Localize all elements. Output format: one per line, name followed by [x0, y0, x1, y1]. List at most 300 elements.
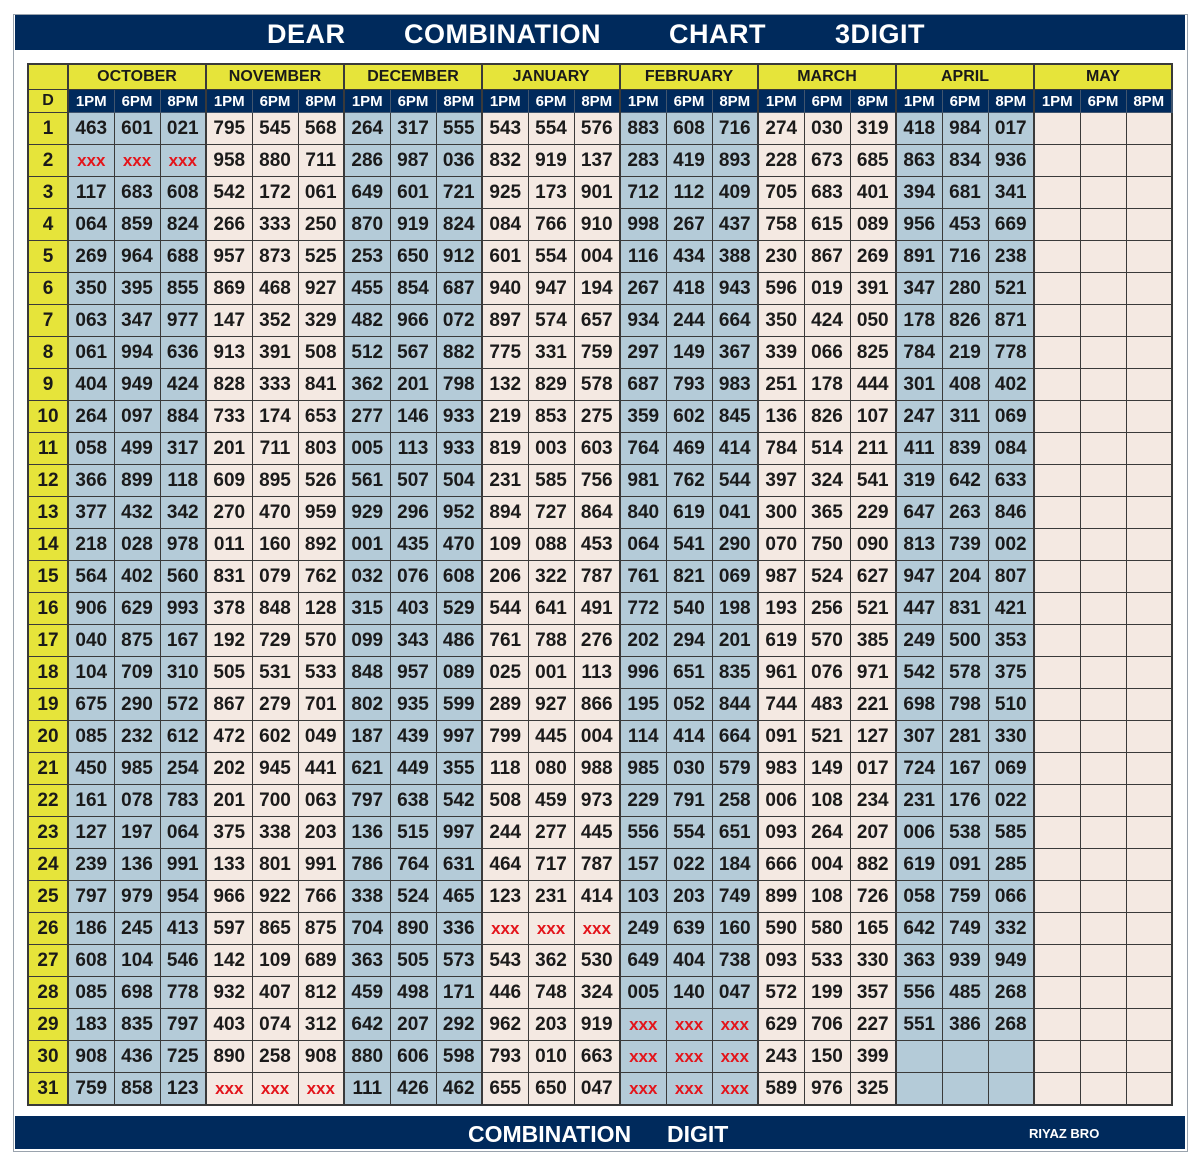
result-cell: 245	[114, 913, 160, 945]
result-cell: 568	[298, 113, 344, 145]
result-cell	[1080, 753, 1126, 785]
result-cell: 001	[528, 657, 574, 689]
header-word-3: CHART	[669, 19, 766, 49]
result-cell: 294	[666, 625, 712, 657]
result-cell: 022	[988, 785, 1034, 817]
result-cell: 061	[68, 337, 114, 369]
result-cell: 363	[896, 945, 942, 977]
result-cell: 011	[206, 529, 252, 561]
result-cell	[1080, 881, 1126, 913]
result-cell: 253	[344, 241, 390, 273]
result-cell: 882	[850, 849, 896, 881]
result-cell	[1126, 113, 1172, 145]
result-cell	[1126, 913, 1172, 945]
header-word-2: COMBINATION	[404, 19, 601, 49]
result-cell: 269	[68, 241, 114, 273]
time-slot-header: 1PM	[68, 90, 114, 113]
result-cell: 912	[436, 241, 482, 273]
result-cell: 724	[896, 753, 942, 785]
result-cell: 890	[390, 913, 436, 945]
result-cell	[1126, 337, 1172, 369]
result-cell: 882	[436, 337, 482, 369]
result-cell: 482	[344, 305, 390, 337]
month-header: FEBRUARY	[620, 64, 758, 90]
result-cell: 866	[574, 689, 620, 721]
result-cell	[1126, 625, 1172, 657]
result-cell: 061	[298, 177, 344, 209]
time-slot-header: 1PM	[206, 90, 252, 113]
result-cell: 146	[390, 401, 436, 433]
result-cell: 229	[850, 497, 896, 529]
result-cell: 394	[896, 177, 942, 209]
result-cell: 403	[390, 593, 436, 625]
result-cell: 871	[988, 305, 1034, 337]
result-cell: 117	[68, 177, 114, 209]
result-cell: 199	[804, 977, 850, 1009]
result-cell	[1126, 945, 1172, 977]
table-row	[28, 113, 1172, 145]
result-cell: 908	[298, 1041, 344, 1073]
result-cell: 239	[68, 849, 114, 881]
day-number: 18	[28, 657, 68, 689]
footer-bar	[15, 1116, 1185, 1149]
result-cell: 088	[528, 529, 574, 561]
result-cell: 530	[574, 945, 620, 977]
result-cell: 231	[896, 785, 942, 817]
result-cell: 750	[804, 529, 850, 561]
result-cell: 865	[252, 913, 298, 945]
result-cell: 807	[988, 561, 1034, 593]
day-number: 6	[28, 273, 68, 305]
result-cell: 277	[528, 817, 574, 849]
result-cell: 066	[988, 881, 1034, 913]
result-cell: 826	[942, 305, 988, 337]
result-cell: 330	[850, 945, 896, 977]
table-row	[28, 561, 1172, 593]
result-cell: 515	[390, 817, 436, 849]
result-cell: 608	[666, 113, 712, 145]
day-number: 20	[28, 721, 68, 753]
result-cell: 749	[712, 881, 758, 913]
missing-result-cell: xxx	[666, 1009, 712, 1041]
result-cell: 030	[804, 113, 850, 145]
result-cell: 483	[804, 689, 850, 721]
day-number: 30	[28, 1041, 68, 1073]
result-cell	[1034, 305, 1080, 337]
result-cell: 286	[344, 145, 390, 177]
result-cell: 041	[712, 497, 758, 529]
result-cell: 835	[712, 657, 758, 689]
result-cell	[1126, 369, 1172, 401]
result-cell: 891	[896, 241, 942, 273]
result-cell: 123	[160, 1073, 206, 1106]
result-cell: 504	[436, 465, 482, 497]
result-cell: 446	[482, 977, 528, 1009]
result-cell: 531	[252, 657, 298, 689]
result-cell: 244	[482, 817, 528, 849]
result-cell: 267	[666, 209, 712, 241]
header-word-4: 3DIGIT	[835, 19, 926, 49]
result-cell: 331	[528, 337, 574, 369]
result-cell: 798	[436, 369, 482, 401]
table-row	[28, 657, 1172, 689]
result-cell: 289	[482, 689, 528, 721]
result-cell: 445	[574, 817, 620, 849]
day-number: 24	[28, 849, 68, 881]
result-cell: 533	[298, 657, 344, 689]
result-cell: 609	[206, 465, 252, 497]
result-cell: 542	[436, 785, 482, 817]
result-cell: 063	[298, 785, 344, 817]
result-cell	[1126, 881, 1172, 913]
result-cell: 514	[804, 433, 850, 465]
result-cell: 283	[620, 145, 666, 177]
result-cell: 533	[804, 945, 850, 977]
result-cell: 277	[344, 401, 390, 433]
result-cell: 821	[666, 561, 712, 593]
result-cell: 459	[528, 785, 574, 817]
result-cell: 927	[298, 273, 344, 305]
result-cell: 347	[896, 273, 942, 305]
time-slot-header: 6PM	[942, 90, 988, 113]
result-cell: 933	[436, 433, 482, 465]
result-cell: 005	[620, 977, 666, 1009]
result-cell: 897	[482, 305, 528, 337]
result-cell: 228	[758, 145, 804, 177]
result-cell	[1126, 849, 1172, 881]
result-cell: 324	[804, 465, 850, 497]
result-cell: 032	[344, 561, 390, 593]
result-cell: 268	[988, 977, 1034, 1009]
result-cell: 377	[68, 497, 114, 529]
table-row	[28, 177, 1172, 209]
result-cell	[942, 1073, 988, 1106]
result-cell: 890	[206, 1041, 252, 1073]
result-cell: 895	[252, 465, 298, 497]
result-cell: 812	[298, 977, 344, 1009]
result-cell	[896, 1041, 942, 1073]
result-cell: 050	[850, 305, 896, 337]
result-cell: 472	[206, 721, 252, 753]
result-cell: 343	[390, 625, 436, 657]
result-cell: 280	[942, 273, 988, 305]
result-cell	[1126, 689, 1172, 721]
result-cell	[1126, 497, 1172, 529]
day-number: 22	[28, 785, 68, 817]
result-cell: 336	[436, 913, 482, 945]
result-cell: 778	[988, 337, 1034, 369]
result-cell: 363	[344, 945, 390, 977]
result-cell: 717	[528, 849, 574, 881]
result-cell: 880	[252, 145, 298, 177]
result-cell: 310	[160, 657, 206, 689]
result-cell: 445	[528, 721, 574, 753]
result-cell: 854	[390, 273, 436, 305]
result-cell: 249	[620, 913, 666, 945]
result-cell	[1080, 465, 1126, 497]
result-cell	[1080, 785, 1126, 817]
month-header: APRIL	[896, 64, 1034, 90]
result-cell: 434	[666, 241, 712, 273]
result-cell: 961	[758, 657, 804, 689]
result-cell: 784	[896, 337, 942, 369]
result-cell: 947	[896, 561, 942, 593]
result-cell: 505	[206, 657, 252, 689]
day-number: 11	[28, 433, 68, 465]
result-cell: 949	[988, 945, 1034, 977]
day-number: 14	[28, 529, 68, 561]
result-cell: 555	[436, 113, 482, 145]
day-number: 19	[28, 689, 68, 721]
result-cell: 279	[252, 689, 298, 721]
result-cell: 449	[390, 753, 436, 785]
missing-result-cell: xxx	[620, 1073, 666, 1106]
result-cell: 332	[988, 913, 1034, 945]
result-cell: 424	[804, 305, 850, 337]
result-cell: 987	[758, 561, 804, 593]
result-cell: 311	[942, 401, 988, 433]
day-number: 31	[28, 1073, 68, 1106]
result-cell: 258	[252, 1041, 298, 1073]
result-cell: 418	[666, 273, 712, 305]
result-cell: 572	[160, 689, 206, 721]
day-number: 26	[28, 913, 68, 945]
result-cell	[1034, 401, 1080, 433]
missing-result-cell: xxx	[620, 1041, 666, 1073]
result-cell: 540	[666, 593, 712, 625]
result-cell: 301	[896, 369, 942, 401]
result-cell: 512	[344, 337, 390, 369]
result-cell: 113	[390, 433, 436, 465]
result-cell: 704	[344, 913, 390, 945]
result-cell: 899	[114, 465, 160, 497]
result-cell: 486	[436, 625, 482, 657]
result-cell: 825	[850, 337, 896, 369]
result-cell: 165	[850, 913, 896, 945]
result-cell: 892	[298, 529, 344, 561]
result-cell: 118	[482, 753, 528, 785]
result-cell: 167	[160, 625, 206, 657]
result-cell	[1126, 177, 1172, 209]
table-row	[28, 273, 1172, 305]
result-cell: 791	[666, 785, 712, 817]
result-cell: 160	[252, 529, 298, 561]
result-cell: 929	[344, 497, 390, 529]
result-cell: 118	[160, 465, 206, 497]
result-cell: 578	[574, 369, 620, 401]
result-cell: 739	[942, 529, 988, 561]
result-cell: 687	[620, 369, 666, 401]
result-cell: 276	[574, 625, 620, 657]
time-slot-header: 1PM	[482, 90, 528, 113]
result-cell: 219	[942, 337, 988, 369]
time-slot-header: 6PM	[1080, 90, 1126, 113]
missing-result-cell: xxx	[620, 1009, 666, 1041]
result-cell: 080	[528, 753, 574, 785]
result-cell: 111	[344, 1073, 390, 1106]
result-cell: 529	[436, 593, 482, 625]
result-cell: 408	[942, 369, 988, 401]
result-cell: 149	[804, 753, 850, 785]
result-cell: 436	[114, 1041, 160, 1073]
result-cell: 766	[298, 881, 344, 913]
result-cell: 357	[850, 977, 896, 1009]
result-cell: 633	[988, 465, 1034, 497]
result-cell	[1034, 497, 1080, 529]
result-cell: 507	[390, 465, 436, 497]
result-cell: 378	[206, 593, 252, 625]
result-cell: 845	[712, 401, 758, 433]
result-cell: 979	[114, 881, 160, 913]
result-cell: 884	[160, 401, 206, 433]
result-cell	[1080, 817, 1126, 849]
result-cell: 744	[758, 689, 804, 721]
result-cell: 864	[574, 497, 620, 529]
result-cell: 984	[942, 113, 988, 145]
result-cell: 463	[68, 113, 114, 145]
result-cell: 017	[988, 113, 1034, 145]
result-cell: 906	[68, 593, 114, 625]
table-row	[28, 849, 1172, 881]
result-cell: 521	[804, 721, 850, 753]
month-header: MAY	[1034, 64, 1172, 90]
result-cell: 964	[114, 241, 160, 273]
result-cell: 899	[758, 881, 804, 913]
day-number: 2	[28, 145, 68, 177]
result-cell: 402	[988, 369, 1034, 401]
result-cell: 402	[114, 561, 160, 593]
result-cell: 813	[896, 529, 942, 561]
result-cell: 922	[252, 881, 298, 913]
result-cell: 365	[804, 497, 850, 529]
result-cell: 395	[114, 273, 160, 305]
result-cell: 064	[160, 817, 206, 849]
result-cell: 201	[390, 369, 436, 401]
footer-credit: RIYAZ BRO	[1029, 1126, 1100, 1141]
result-cell: 943	[712, 273, 758, 305]
result-cell: 834	[942, 145, 988, 177]
result-cell: 341	[988, 177, 1034, 209]
result-cell: 339	[758, 337, 804, 369]
result-cell: 437	[712, 209, 758, 241]
result-cell: 270	[206, 497, 252, 529]
result-cell	[1034, 849, 1080, 881]
result-cell: 572	[758, 977, 804, 1009]
result-cell: 759	[574, 337, 620, 369]
table-row	[28, 241, 1172, 273]
result-cell: 756	[574, 465, 620, 497]
result-cell: 681	[942, 177, 988, 209]
result-cell: 127	[68, 817, 114, 849]
result-cell	[1126, 209, 1172, 241]
result-cell: 498	[390, 977, 436, 1009]
result-cell: 232	[114, 721, 160, 753]
result-cell: 338	[344, 881, 390, 913]
time-slot-header: 8PM	[298, 90, 344, 113]
result-cell: 386	[942, 1009, 988, 1041]
table-row	[28, 881, 1172, 913]
result-cell: 193	[758, 593, 804, 625]
missing-result-cell: xxx	[68, 145, 114, 177]
result-cell: 541	[850, 465, 896, 497]
result-cell: 136	[114, 849, 160, 881]
table-row	[28, 209, 1172, 241]
table-row	[28, 721, 1172, 753]
result-cell	[1080, 1041, 1126, 1073]
time-slot-header: 6PM	[114, 90, 160, 113]
result-cell: 585	[988, 817, 1034, 849]
result-cell: 689	[298, 945, 344, 977]
result-cell: 608	[68, 945, 114, 977]
result-cell: 875	[298, 913, 344, 945]
result-cell	[942, 1041, 988, 1073]
result-cell	[1126, 657, 1172, 689]
result-cell: 787	[574, 849, 620, 881]
result-cell: 500	[942, 625, 988, 657]
time-slot-header: 8PM	[574, 90, 620, 113]
result-cell: 296	[390, 497, 436, 529]
result-cell: 254	[160, 753, 206, 785]
result-cell: 186	[68, 913, 114, 945]
result-cell: 150	[804, 1041, 850, 1073]
day-number: 1	[28, 113, 68, 145]
result-cell: 469	[666, 433, 712, 465]
result-cell	[1080, 209, 1126, 241]
result-cell: 074	[252, 1009, 298, 1041]
result-cell: 388	[712, 241, 758, 273]
result-cell: 762	[666, 465, 712, 497]
result-cell: 230	[758, 241, 804, 273]
day-number: 16	[28, 593, 68, 625]
result-cell: 983	[758, 753, 804, 785]
result-cell: 853	[528, 401, 574, 433]
result-cell	[1034, 1073, 1080, 1106]
result-cell: 274	[758, 113, 804, 145]
result-cell: 353	[988, 625, 1034, 657]
result-cell: 966	[206, 881, 252, 913]
result-cell: 554	[666, 817, 712, 849]
result-cell: 561	[344, 465, 390, 497]
result-cell: 508	[298, 337, 344, 369]
result-cell: 300	[758, 497, 804, 529]
result-cell: 227	[850, 1009, 896, 1041]
result-cell: 910	[574, 209, 620, 241]
result-cell: 541	[666, 529, 712, 561]
result-cell: 006	[758, 785, 804, 817]
result-cell: 362	[528, 945, 574, 977]
result-cell: 795	[206, 113, 252, 145]
result-cell: 084	[988, 433, 1034, 465]
result-cell: 761	[482, 625, 528, 657]
result-cell: 290	[114, 689, 160, 721]
footer-word-2: DIGIT	[667, 1121, 729, 1147]
result-cell: 142	[206, 945, 252, 977]
result-cell: 459	[344, 977, 390, 1009]
result-cell: 698	[114, 977, 160, 1009]
result-cell: 099	[344, 625, 390, 657]
result-cell	[1126, 1073, 1172, 1106]
result-cell: 956	[896, 209, 942, 241]
result-cell: 256	[804, 593, 850, 625]
missing-result-cell: xxx	[666, 1073, 712, 1106]
result-cell: 578	[942, 657, 988, 689]
result-cell: 788	[528, 625, 574, 657]
result-cell: 709	[114, 657, 160, 689]
result-cell: 510	[988, 689, 1034, 721]
result-cell: 636	[160, 337, 206, 369]
result-cell: 312	[298, 1009, 344, 1041]
result-cell: 419	[666, 145, 712, 177]
